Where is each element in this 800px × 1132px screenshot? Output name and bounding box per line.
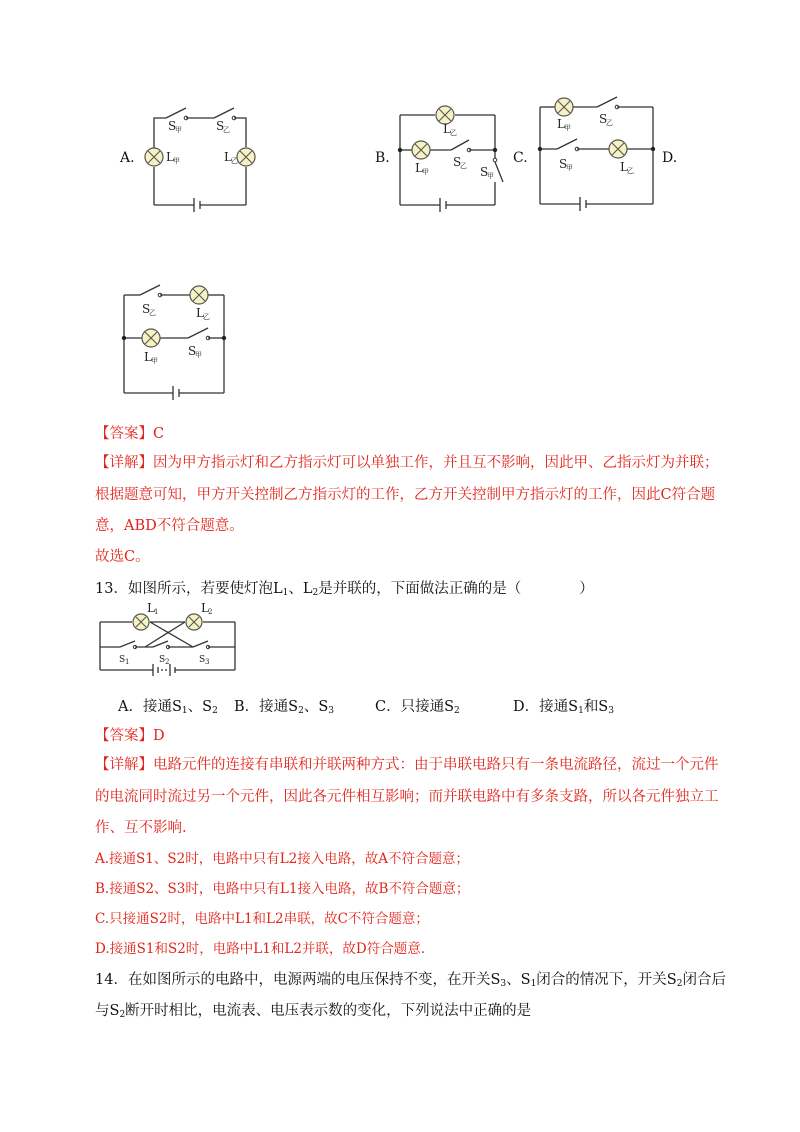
option-letter: B． [234,699,260,715]
svg-text:L: L [196,306,204,320]
q13-case-b: B.接通S2、S3时，电路中只有L1接入电路，故B不符合题意； [95,881,470,897]
svg-text:S: S [559,157,568,171]
q13-option-c[interactable] [375,695,460,716]
svg-text:甲: 甲 [564,124,571,132]
svg-text:乙: 乙 [460,162,467,170]
option-sub: 2 [298,706,304,716]
lamp-l-yi-icon [237,148,255,166]
q13-case-d: D.接通S1和S2时，电路中L1和L2并联，故D符合题意. [95,941,426,957]
svg-text:甲: 甲 [175,126,182,134]
svg-text:L: L [415,161,423,175]
svg-text:L: L [224,150,232,164]
svg-text:甲: 甲 [566,164,573,172]
svg-text:2: 2 [208,608,213,616]
option-a-letter: A. [120,150,135,166]
q14-sub: 2 [119,1010,126,1020]
q12-answer-line [95,422,164,443]
answer-value: D [153,728,165,744]
lamp-l2-icon [186,614,202,630]
svg-text:3: 3 [205,658,210,666]
svg-text:L: L [443,122,451,136]
svg-text:L: L [166,150,174,164]
lamp-l-jia-icon [145,148,163,166]
option-text: 接通S [539,699,579,715]
explain-label: 【详解】 [95,757,153,773]
lamp-l-yi-icon [609,140,627,158]
svg-text:甲: 甲 [173,157,180,165]
svg-text:S: S [168,119,177,133]
svg-text:2: 2 [165,658,170,666]
option-text: 接通S [259,699,299,715]
option-sub: 1 [181,706,188,716]
option-letter: D． [513,699,540,715]
svg-text:乙: 乙 [203,313,210,321]
option-text: 、S [303,699,329,715]
svg-text:L: L [147,601,155,615]
q14-stem-line-2 [95,999,531,1020]
option-letter: C． [375,699,401,715]
q14-number: 14． [95,972,128,988]
svg-text:乙: 乙 [223,126,230,134]
q14-sub: 2 [676,979,683,989]
q13-option-a[interactable] [118,695,218,716]
svg-text:S: S [119,655,126,665]
svg-text:S: S [142,302,151,316]
svg-text:甲: 甲 [151,357,158,365]
circuit-diagram-d [118,283,233,403]
option-text: 接通S [142,699,182,715]
option-text: 、S [187,699,213,715]
option-text: 只接通S [400,699,455,715]
q13-explain-line-2: 的电流同时流过另一个元件，因此各元件相互影响；而并联电路中有多条支路，所以各元件独立工 [95,789,719,805]
svg-text:S: S [216,119,225,133]
lamp-l-jia-icon [412,141,430,159]
svg-text:乙: 乙 [606,119,613,127]
option-sub: 1 [578,706,584,716]
q13-number: 13． [95,581,128,597]
option-d-letter: D. [662,150,678,166]
q14-text: 、S [506,972,531,988]
svg-text:乙: 乙 [627,167,634,175]
circuit-diagram-a [130,100,270,215]
option-sub: 3 [608,706,614,716]
lamp-l-jia-icon [142,329,160,347]
svg-text:乙: 乙 [149,309,156,317]
option-sub: 2 [454,706,460,716]
svg-text:S: S [453,155,462,169]
svg-text:S: S [199,655,206,665]
option-text: 和S [583,699,609,715]
option-sub: 3 [328,706,334,716]
svg-text:1: 1 [154,608,159,616]
q13-option-d[interactable] [513,695,614,716]
svg-text:S: S [480,165,489,179]
circuit-diagram-c [535,92,660,212]
explain-label: 【详解】 [95,455,153,471]
svg-text:甲: 甲 [195,351,202,359]
answer-label: 【答案】 [95,728,153,744]
option-c-letter: C. [513,150,528,166]
q14-sub: 1 [530,979,537,989]
q14-text: 与S [95,1003,120,1019]
svg-text:乙: 乙 [450,129,457,137]
svg-text:甲: 甲 [487,172,494,180]
svg-text:甲: 甲 [422,168,429,176]
q12-explain-line-3: 意，ABD不符合题意。 [95,518,244,534]
lamp-l-jia-icon [555,98,573,116]
q12-conclusion: 故选C。 [95,549,150,565]
q14-text: 闭合的情况下，开关S [536,972,677,988]
q14-text: 断开时相比，电流表、电压表示数的变化，下列说法中正确的是 [125,1003,532,1019]
q14-stem-line-1 [95,968,726,989]
q13-stem-part: 是并联的，下面做法正确的是（ ） [318,581,594,597]
svg-text:乙: 乙 [231,157,238,165]
svg-text:L: L [144,350,152,364]
svg-text:1: 1 [125,658,130,666]
q13-case-a: A.接通S1、S2时，电路中只有L2接入电路，故A不符合题意； [95,851,470,867]
svg-text:S: S [159,655,166,665]
q14-text: 闭合后 [682,972,726,988]
option-sub: 2 [212,706,218,716]
lamp-l1-icon [133,614,149,630]
q13-stem-sub: 1 [282,588,289,598]
q12-explain-line-1 [95,451,719,472]
q14-sub: 3 [500,979,507,989]
svg-text:L: L [620,160,628,174]
lamp-l-yi-icon [190,286,208,304]
q12-explain-line-2: 根据题意可知，甲方开关控制乙方指示灯的工作，乙方开关控制甲方指示灯的工作，因此C符合题 [95,487,716,503]
svg-text:S: S [599,112,608,126]
q13-case-c: C.只接通S2时，电路中L1和L2串联，故C不符合题意； [95,911,429,927]
circuit-diagram-b [395,100,520,215]
q13-answer-line [95,724,165,745]
q13-explain-line-1 [95,753,719,774]
answer-value: C [153,426,165,442]
q13-explain-line-3: 作、互不影响. [95,820,187,836]
q14-text: 在如图所示的电路中，电源两端的电压保持不变，在开关S [127,972,501,988]
explain-text: 因为甲方指示灯和乙方指示灯可以单独工作，并且互不影响，因此甲、乙指示灯为并联； [153,455,719,471]
q13-stem-sub: 2 [312,588,319,598]
q13-stem-part: 如图所示，若要使灯泡L [127,581,283,597]
explain-text: 电路元件的连接有串联和并联两种方式：由于串联电路只有一条电流路径，流过一个元件 [153,757,719,773]
svg-text:L: L [201,601,209,615]
option-letter: A． [118,699,143,715]
q13-option-b[interactable] [234,695,334,716]
q13-circuit-diagram [95,600,240,680]
q13-stem-part: 、L [288,581,313,597]
q13-stem [95,577,594,598]
svg-text:L: L [557,117,565,131]
option-b-letter: B. [375,150,390,166]
answer-label: 【答案】 [95,426,153,442]
svg-text:S: S [188,344,197,358]
